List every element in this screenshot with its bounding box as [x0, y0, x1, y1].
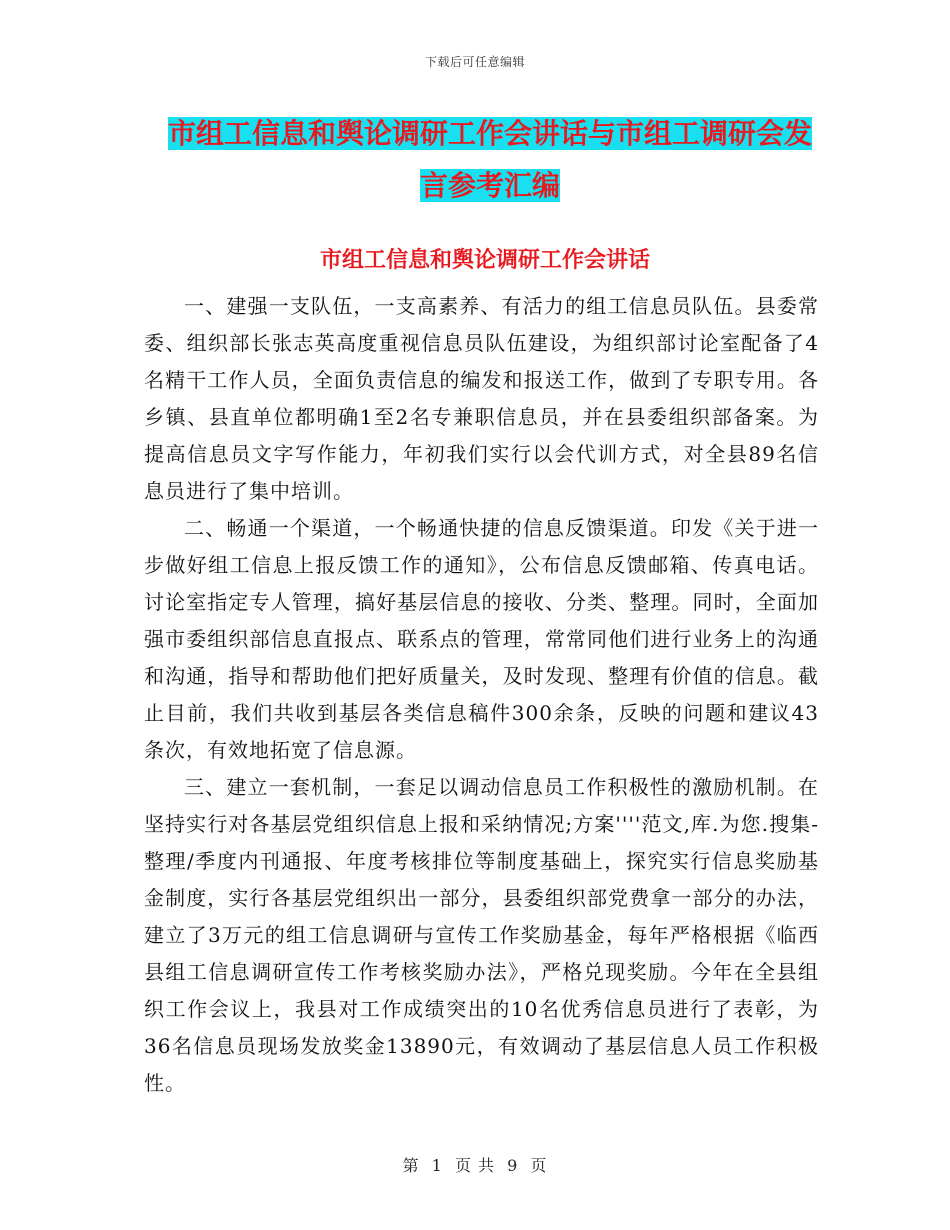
footer-label-page: 第	[402, 1156, 420, 1175]
paragraph-3: 三、建立一套机制，一套足以调动信息员工作积极性的激励机制。在坚持实行对各基层党组织信息上报和采纳情况;方案''''范文,库.为您.搜集-整理/季度内刊通报、年度考核排位等制度基础上，探究实行信息奖励基金制度，实行各基层党组织出一部分，县委组织部党费拿一部分的办法，建立了3万元的组工信息调研与宣传工作奖励基金，每年严格根据《临西县组工信息调研宣传工作考核奖励办法》，严格兑现奖励。今年在全县组织工作会议上，我县对工作成绩突出的10名优秀信息员进行了表彰，为36名信息员现场发放奖金13890元，有效调动了基层信息人员工作积极性。	[144, 775, 819, 1095]
document-title	[145, 108, 835, 212]
document-title-line-2: 言参考汇编	[419, 169, 560, 202]
document-title-line-1: 市组工信息和舆论调研工作会讲话与市组工调研会发	[167, 117, 812, 150]
download-note: 下载后可任意编辑	[424, 55, 525, 69]
footer-label-pages: 页	[530, 1156, 548, 1175]
footer-current-page: 1	[431, 1156, 443, 1175]
section-title: 市组工信息和舆论调研工作会讲话	[319, 247, 650, 273]
footer-total-pages: 9	[507, 1156, 519, 1175]
document-body	[144, 288, 819, 1102]
paragraph-2: 二、畅通一个渠道，一个畅通快捷的信息反馈渠道。印发《关于进一步做好组工信息上报反馈工作的通知》，公布信息反馈邮箱、传真电话。讨论室指定专人管理，搞好基层信息的接收、分类、整理。同时，全面加强市委组织部信息直报点、联系点的管理，常常同他们进行业务上的沟通和沟通，指导和帮助他们把好质量关，及时发现、整理有价值的信息。截止目前，我们共收到基层各类信息稿件300余条，反映的问题和建议43条次，有效地拓宽了信息源。	[144, 516, 819, 762]
paragraph-1: 一、建强一支队伍，一支高素养、有活力的组工信息员队伍。县委常委、组织部长张志英高度重视信息员队伍建设，为组织部讨论室配备了4名精干工作人员，全面负责信息的编发和报送工作，做到了专职专用。各乡镇、县直单位都明确1至2名专兼职信息员，并在县委组织部备案。为提高信息员文字写作能力，年初我们实行以会代训方式，对全县89名信息员进行了集中培训。	[144, 294, 819, 503]
footer-label-of: 页 共	[454, 1156, 496, 1175]
page-footer	[0, 1153, 950, 1176]
